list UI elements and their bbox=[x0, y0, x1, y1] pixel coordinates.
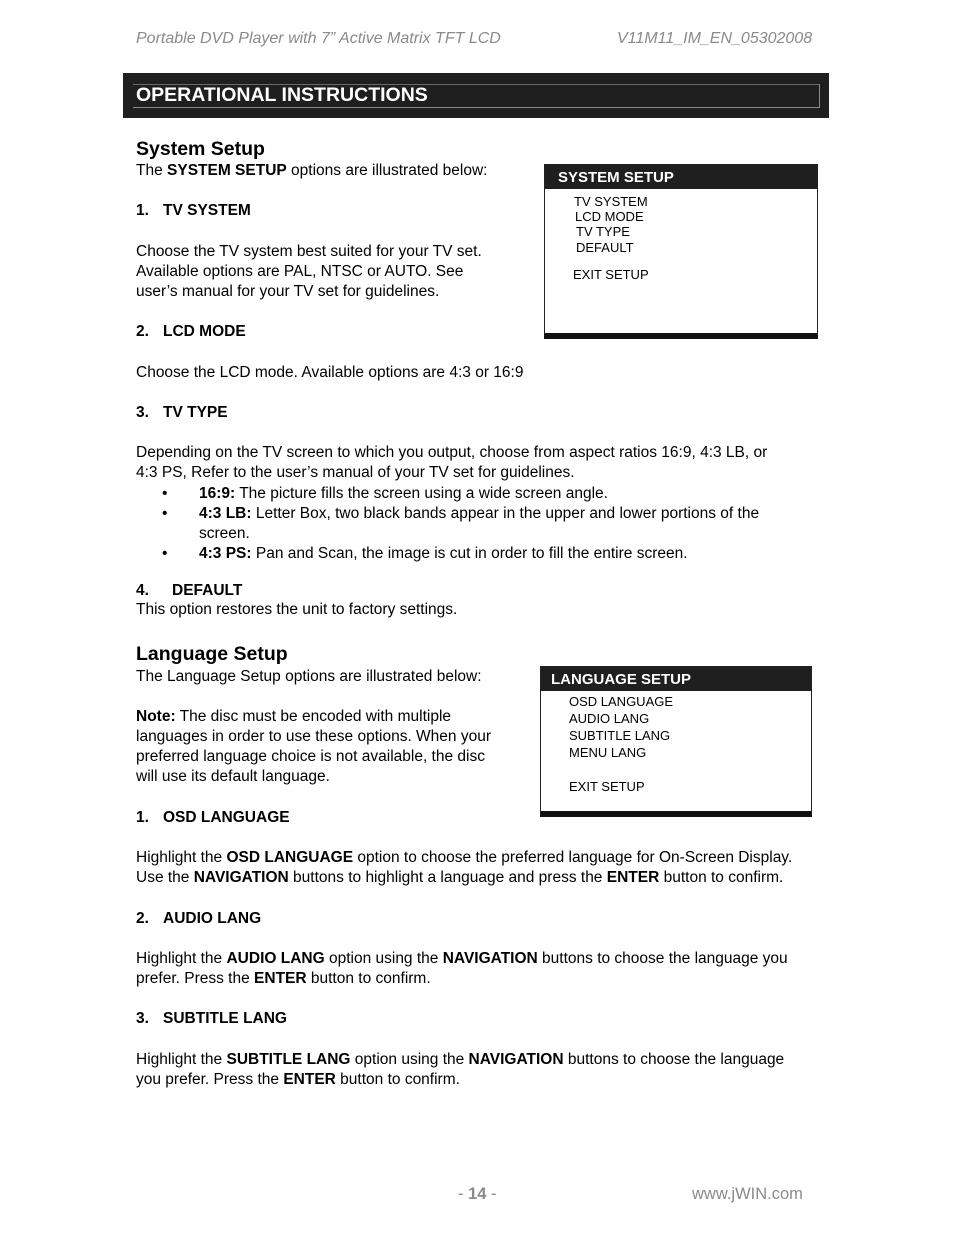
list-item: • 4:3 LB: Letter Box, two black bands appear in the upper and lower portions of the screen. bbox=[162, 505, 760, 542]
header-document-code: V11M11_IM_EN_05302008 bbox=[617, 30, 813, 47]
language-note: Note: The disc must be encoded with multiple languages in order to use these options. When your preferred language choice is not available, the disc will use its default language. bbox=[136, 708, 492, 785]
subtitle-lang-heading: 3. SUBTITLE LANG bbox=[136, 1010, 287, 1027]
website-url: www.jWIN.com bbox=[692, 1185, 803, 1203]
system-setup-menu-illustration bbox=[544, 164, 818, 339]
menu-item-subtitle-lang: SUBTITLE LANG bbox=[569, 728, 671, 743]
menu-title: SYSTEM SETUP bbox=[545, 165, 817, 189]
menu-item-exit-setup: EXIT SETUP bbox=[573, 267, 649, 282]
tv-system-description: Choose the TV system best suited for your TV set. Available options are PAL, NTSC or AUTO. See user’s manual for your TV set for guidelines. bbox=[136, 243, 482, 300]
language-setup-menu-illustration bbox=[540, 666, 812, 817]
default-description: This option restores the unit to factory settings. bbox=[136, 601, 458, 618]
language-setup-intro: The Language Setup options are illustrated below: bbox=[136, 668, 482, 685]
subtitle-lang-description: Highlight the SUBTITLE LANG option using the NAVIGATION buttons to choose the language you prefer. Press the ENTER button to confirm. bbox=[136, 1051, 785, 1088]
tv-type-description: Depending on the TV screen to which you output, choose from aspect ratios 16:9, 4:3 LB, or 4:3 PS, Refer to the user’s manual of your TV set for guidelines. bbox=[136, 444, 768, 481]
default-heading: 4. DEFAULT bbox=[136, 582, 243, 599]
lcd-mode-description: Choose the LCD mode. Available options are 4:3 or 16:9 bbox=[136, 364, 524, 381]
lcd-mode-heading: 2. LCD MODE bbox=[136, 323, 246, 340]
menu-item-exit-setup: EXIT SETUP bbox=[569, 779, 645, 794]
audio-lang-description: Highlight the AUDIO LANG option using the NAVIGATION buttons to choose the language you prefer. Press the ENTER button to confirm. bbox=[136, 950, 788, 987]
list-item: • 4:3 PS: Pan and Scan, the image is cut in order to fill the entire screen. bbox=[162, 545, 688, 562]
tv-type-heading: 3. TV TYPE bbox=[136, 404, 228, 421]
menu-title: LANGUAGE SETUP bbox=[541, 667, 811, 691]
section-banner bbox=[123, 73, 829, 118]
page-number: - 14 - bbox=[458, 1185, 497, 1203]
system-setup-heading: System Setup bbox=[136, 138, 265, 160]
system-setup-intro: The SYSTEM SETUP options are illustrated below: bbox=[136, 162, 488, 179]
menu-item-tv-system: TV SYSTEM bbox=[574, 194, 648, 209]
banner-title: OPERATIONAL INSTRUCTIONS bbox=[136, 84, 428, 106]
menu-item-osd-language: OSD LANGUAGE bbox=[569, 694, 674, 709]
tv-system-heading: 1. TV SYSTEM bbox=[136, 202, 251, 219]
list-item: • 16:9: The picture fills the screen using a wide screen angle. bbox=[162, 485, 608, 502]
osd-language-description: Highlight the OSD LANGUAGE option to choose the preferred language for On-Screen Display. Use the NAVIGATION buttons to highlight a language and press the ENTER button to confirm. bbox=[136, 849, 793, 886]
menu-item-menu-lang: MENU LANG bbox=[569, 745, 647, 760]
menu-item-audio-lang: AUDIO LANG bbox=[569, 711, 650, 726]
menu-item-tv-type: TV TYPE bbox=[576, 224, 630, 239]
audio-lang-heading: 2. AUDIO LANG bbox=[136, 910, 262, 927]
tv-type-options-list bbox=[136, 484, 826, 564]
header-document-title: Portable DVD Player with 7” Active Matrix TFT LCD bbox=[136, 30, 501, 47]
osd-language-heading: 1. OSD LANGUAGE bbox=[136, 809, 290, 826]
menu-item-default: DEFAULT bbox=[576, 240, 634, 255]
menu-item-lcd-mode: LCD MODE bbox=[575, 209, 644, 224]
language-setup-heading: Language Setup bbox=[136, 643, 288, 665]
